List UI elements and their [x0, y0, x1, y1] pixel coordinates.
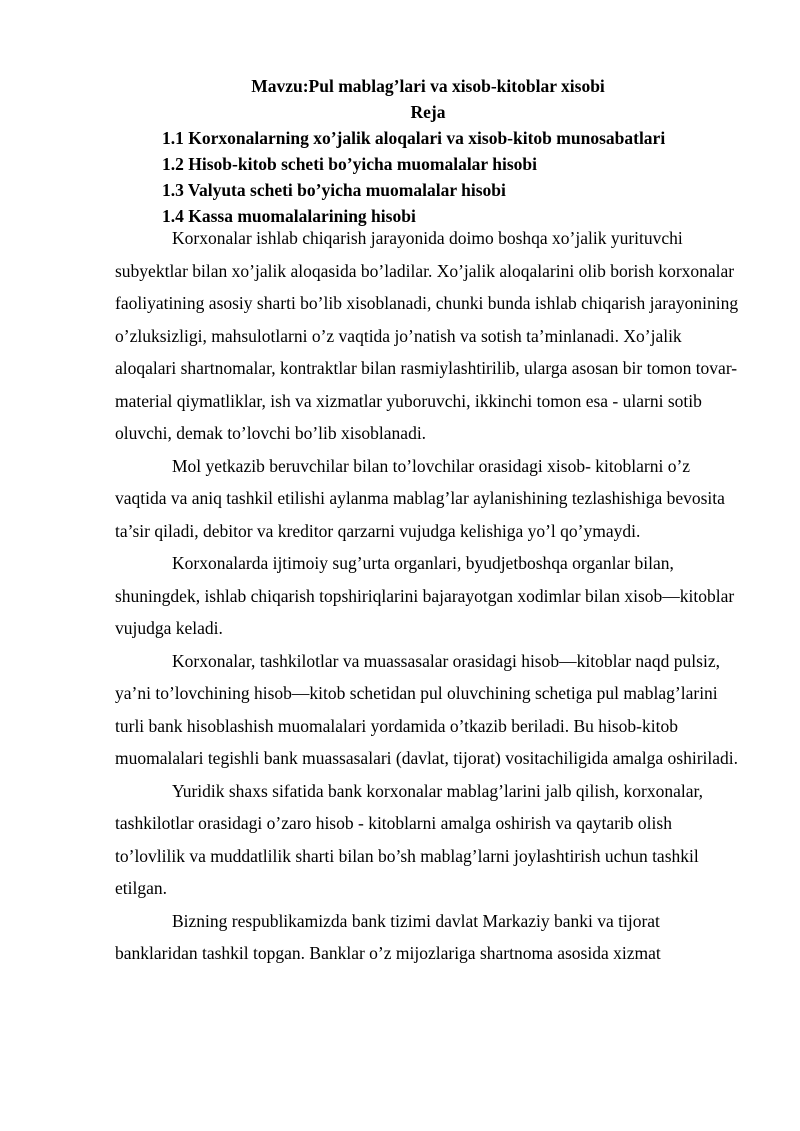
body-text — [115, 222, 740, 970]
paragraph: Korxonalarda ijtimoiy sug’urta organlari, byudjetboshqa organlar bilan, shuningdek, ishlab chiqarish topshiriqlarini bajarayotgan xodimlar bilan xisob—kitoblar vujudga keladi. — [115, 553, 735, 638]
plan-item: 1.2 Hisob-kitob scheti bo’yicha muomalalar hisobi — [162, 154, 538, 174]
paragraph: Yuridik shaxs sifatida bank korxonalar mablag’larini jalb qilish, korxonalar, tashkilotlar orasidagi o’zaro hisob - kitoblarni amalga oshirish va qaytarib olish to’lovlilik va muddatlilik sharti bilan bo’sh mablag’larni joylashtirish uchun tashkil etilgan. — [115, 780, 703, 898]
paragraph: Korxonalar ishlab chiqarish jarayonida doimo boshqa xo’jalik yurituvchi subyektlar bilan xo’jalik aloqasida bo’ladilar. Xo’jalik aloqalarini olib borish korxonalar faoliyatining asosiy sharti bo’lib xisoblanadi, chunki bunda ishlab chiqarish jarayonining o’zluksizligi, mahsulotlarni o’z vaqtida jo’natish va sotish ta’minlanadi. Xo’jalik aloqalari shartnomalar, kontraktlar bilan rasmiylashtirilib, ularga asosan bir tomon tovar-material qiymatliklar, ish va xizmatlar yuboruvchi, ikkinchi tomon esa - ularni sotib oluvchi, demak to’lovchi bo’lib xisoblanadi. — [115, 228, 739, 443]
plan-item: 1.1 Korxonalarning xo’jalik aloqalari va xisob-kitob munosabatlari — [162, 128, 666, 148]
paragraph: Mol yetkazib beruvchilar bilan to’lovchilar orasidagi xisob- kitoblarni o’z vaqtida va aniq tashkil etilishi aylanma mablag’lar aylanishining tezlashishiga bevosita ta’sir qiladi, debitor va kreditor qarzarni vujudga kelishiga yo’l qo’ymaydi. — [115, 455, 725, 541]
plan-heading: Reja — [410, 102, 446, 122]
paragraph: Korxonalar, tashkilotlar va muassasalar orasidagi hisob—kitoblar naqd pulsiz, ya’ni to’lovchining hisob—kitob schetidan pul oluvchining schetiga pul mablag’larini turli bank hisoblashish muomalalari yordamida o’tkazib beriladi. Bu hisob-kitob muomalalari tegishli bank muassasalari (davlat, tijorat) vositachiligida amalga oshiriladi. — [115, 650, 739, 768]
plan-item: 1.4 Kassa muomalalarining hisobi — [162, 206, 416, 226]
plan-list — [162, 125, 665, 229]
document-title: Mavzu:Pul mablag’lari va xisob-kitoblar xisobi — [251, 76, 605, 96]
title-block — [0, 73, 800, 125]
plan-item: 1.3 Valyuta scheti bo’yicha muomalalar hisobi — [162, 180, 506, 200]
paragraph: Bizning respublikamizda bank tizimi davlat Markaziy banki va tijorat banklaridan tashkil topgan. Banklar o’z mijozlariga shartnoma asosida xizmat — [115, 910, 661, 963]
